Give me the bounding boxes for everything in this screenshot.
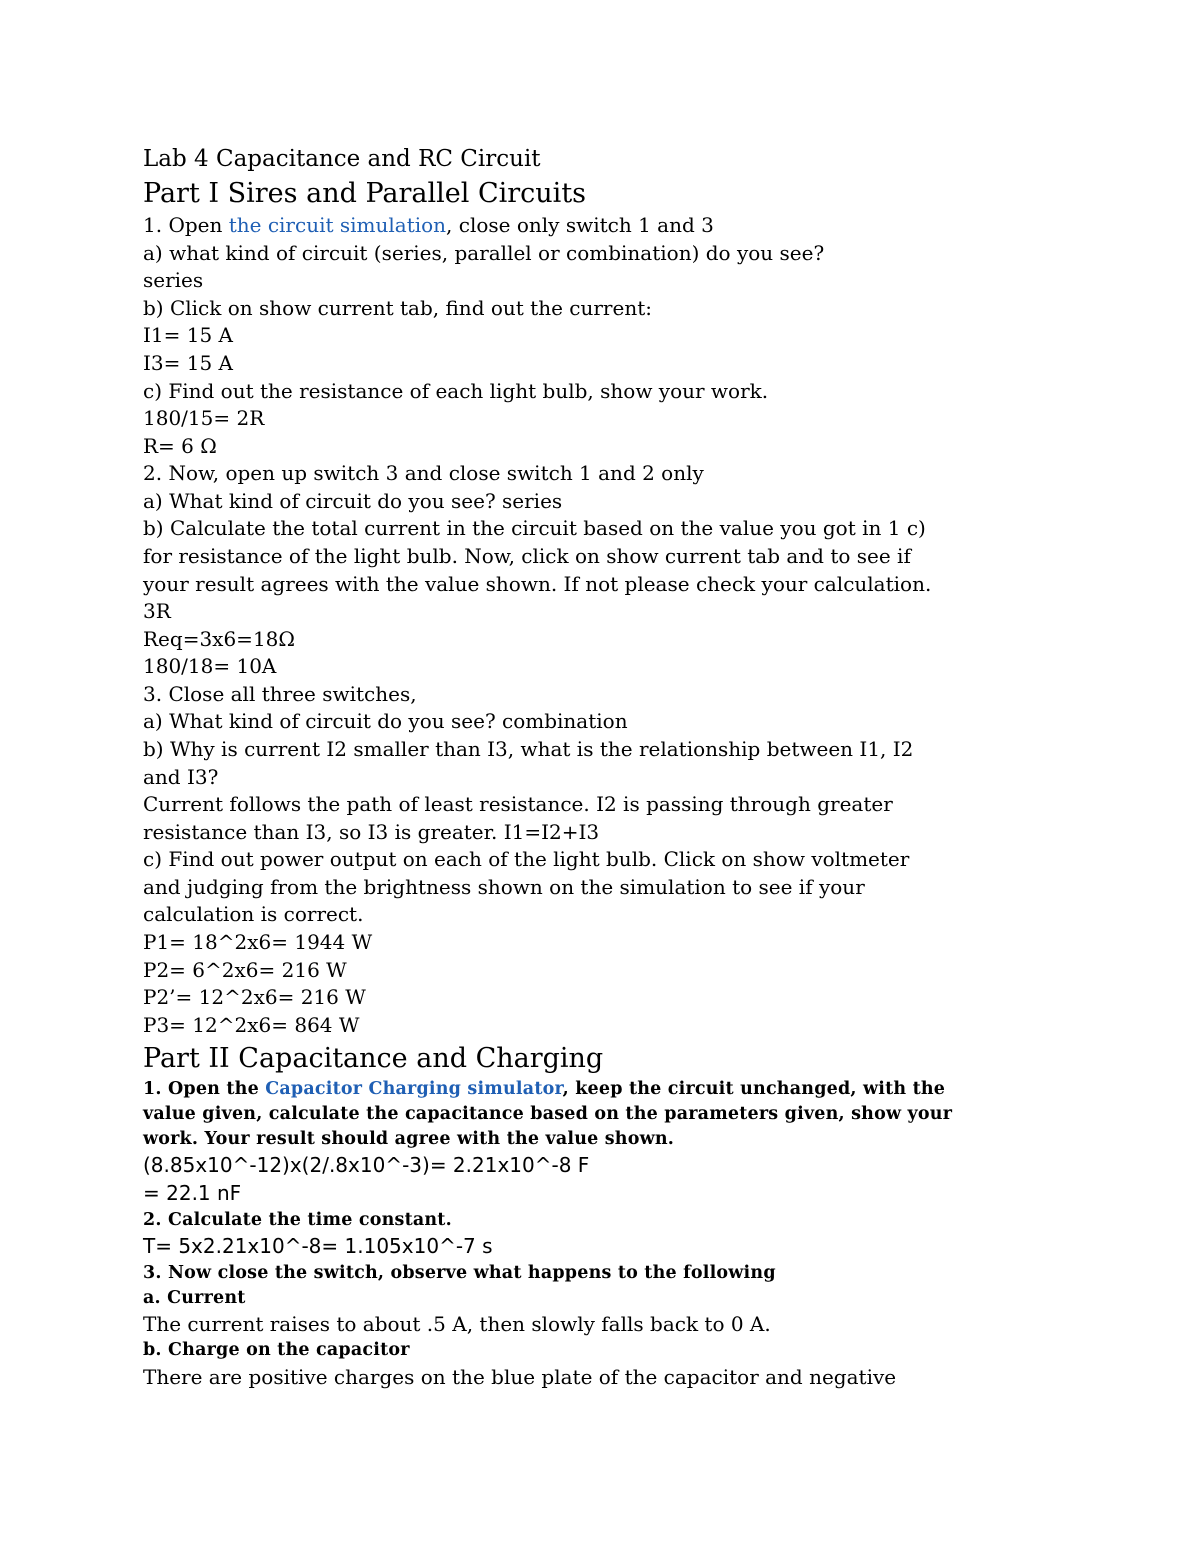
part1-q3c-line-1: c) Find out power output on each of the light bulb. Click on show voltmeter xyxy=(143,847,910,871)
part1-q2a: a) What kind of circuit do you see? series xyxy=(143,489,563,513)
q1-suffix: , close only switch 1 and 3 xyxy=(446,213,714,237)
part1-question-1 xyxy=(143,215,714,235)
part2-question-3: 3. Now close the switch, observe what happens to the following xyxy=(143,1263,776,1283)
part1-q2b-line-1: b) Calculate the total current in the circuit based on the value you got in 1 c) xyxy=(143,516,926,540)
q1-prefix: 1. Open xyxy=(143,213,229,237)
part1-q2b-work-3: 180/18= 10A xyxy=(143,654,277,678)
part1-q3b-line-2: and I3? xyxy=(143,765,219,789)
part1-q1b-i1: I1= 15 A xyxy=(143,323,233,347)
part2-question-2: 2. Calculate the time constant. xyxy=(143,1210,452,1230)
part2-q3b: b. Charge on the capacitor xyxy=(143,1340,410,1360)
part2-q2-work: T= 5x2.21x10^-8= 1.105x10^-7 s xyxy=(143,1234,493,1258)
part1-q3b-line-1: b) Why is current I2 smaller than I3, what is the relationship between I1, I2 xyxy=(143,737,914,761)
part1-q3c-line-3: calculation is correct. xyxy=(143,902,364,926)
part1-power-p2: P2= 6^2x6= 216 W xyxy=(143,958,347,982)
part1-q2b-work-1: 3R xyxy=(143,599,171,623)
part1-q1c: c) Find out the resistance of each light bulb, show your work. xyxy=(143,379,769,403)
part2-q3a-answer: The current raises to about .5 A, then slowly falls back to 0 A. xyxy=(143,1312,771,1336)
part1-q1b-i3: I3= 15 A xyxy=(143,351,233,375)
part1-question-3: 3. Close all three switches, xyxy=(143,682,417,706)
part1-power-p1: P1= 18^2x6= 1944 W xyxy=(143,930,373,954)
part2-heading: Part II Capacitance and Charging xyxy=(143,1043,604,1074)
part1-q1c-work-1: 180/15= 2R xyxy=(143,406,265,430)
part2-q1-line-2: value given, calculate the capacitance based on the parameters given, show your xyxy=(143,1104,953,1124)
part2-q1-work-2: = 22.1 nF xyxy=(143,1181,242,1205)
part1-q3a: a) What kind of circuit do you see? combination xyxy=(143,709,628,733)
part1-q2b-line-2: for resistance of the light bulb. Now, click on show current tab and to see if xyxy=(143,544,911,568)
part1-q1c-work-2: R= 6 Ω xyxy=(143,434,217,458)
part2-q3b-answer: There are positive charges on the blue plate of the capacitor and negative xyxy=(143,1365,897,1389)
p2-q1-suffix: , keep the circuit unchanged, with the xyxy=(562,1079,946,1099)
part2-question-1 xyxy=(143,1081,945,1099)
part1-q3c-line-2: and judging from the brightness shown on the simulation to see if your xyxy=(143,875,865,899)
part1-q2b-work-2: Req=3x6=18Ω xyxy=(143,627,295,651)
capacitor-charging-simulator-link[interactable]: Capacitor Charging simulator xyxy=(265,1079,563,1099)
part1-q3b-answer-1: Current follows the path of least resistance. I2 is passing through greater xyxy=(143,792,893,816)
part1-q3b-answer-2: resistance than I3, so I3 is greater. I1=I2+I3 xyxy=(143,820,600,844)
part1-q1b: b) Click on show current tab, find out the current: xyxy=(143,296,652,320)
document-title: Lab 4 Capacitance and RC Circuit xyxy=(143,146,541,172)
circuit-simulation-link[interactable]: the circuit simulation xyxy=(228,213,447,237)
part2-q1-line-3: work. Your result should agree with the value shown. xyxy=(143,1129,675,1149)
part2-q3a: a. Current xyxy=(143,1288,246,1308)
part2-q1-work-1: (8.85x10^-12)x(2/.8x10^-3)= 2.21x10^-8 F xyxy=(143,1153,590,1177)
p2-q1-prefix: 1. Open the xyxy=(143,1079,266,1099)
part1-q2b-line-3: your result agrees with the value shown. If not please check your calculation. xyxy=(143,572,932,596)
part1-q1a-answer: series xyxy=(143,268,204,292)
part1-q1a: a) what kind of circuit (series, parallel or combination) do you see? xyxy=(143,241,825,265)
part1-heading: Part I Sires and Parallel Circuits xyxy=(143,178,587,209)
part1-power-p3: P3= 12^2x6= 864 W xyxy=(143,1013,360,1037)
part1-power-p2-prime: P2’= 12^2x6= 216 W xyxy=(143,985,366,1009)
part1-question-2: 2. Now, open up switch 3 and close switch 1 and 2 only xyxy=(143,461,704,485)
